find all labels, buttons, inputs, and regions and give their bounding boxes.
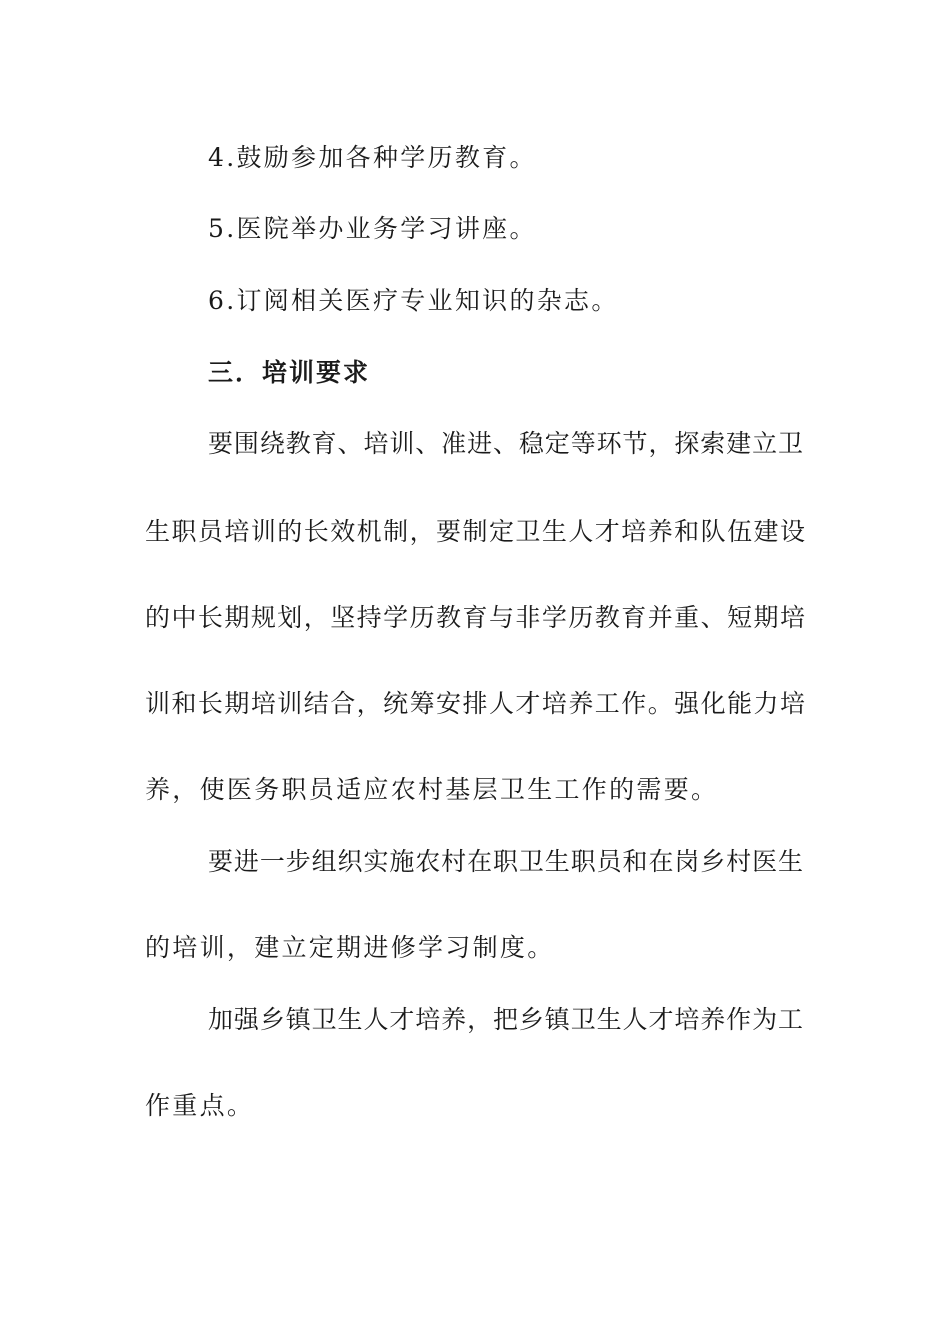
paragraph-1-line-3: 的中长期规划，坚持学历教育与非学历教育并重、短期培 (145, 603, 805, 632)
paragraph-1-line-2: 生职员培训的长效机制，要制定卫生人才培养和队伍建设 (145, 517, 805, 546)
paragraph-2-line-2: 的培训，建立定期进修学习制度。 (145, 933, 555, 962)
list-item-6: 6.订阅相关医疗专业知识的杂志。 (208, 286, 619, 315)
paragraph-1-line-5: 养，使医务职员适应农村基层卫生工作的需要。 (145, 775, 719, 804)
paragraph-2-line-1: 要进一步组织实施农村在职卫生职员和在岗乡村医生 (208, 847, 803, 876)
list-item-5: 5.医院举办业务学习讲座。 (208, 214, 537, 243)
paragraph-3-line-1: 加强乡镇卫生人才培养，把乡镇卫生人才培养作为工 (208, 1005, 803, 1034)
section-heading: 三．培训要求 (208, 358, 371, 387)
paragraph-1-line-4: 训和长期培训结合，统筹安排人才培养工作。强化能力培 (145, 689, 805, 718)
list-item-4: 4.鼓励参加各种学历教育。 (208, 143, 537, 172)
paragraph-1-line-1: 要围绕教育、培训、准进、稳定等环节，探索建立卫 (208, 429, 803, 458)
paragraph-3-line-2: 作重点。 (145, 1091, 255, 1120)
